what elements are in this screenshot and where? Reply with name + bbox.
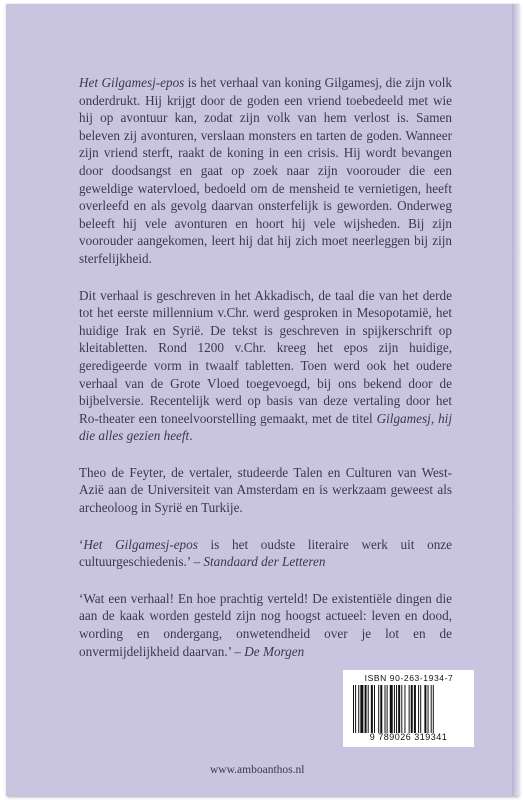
barcode-bar [385,685,386,733]
page-edge [512,4,520,796]
barcode-bar [374,685,375,733]
barcode-bar [360,685,363,733]
barcode-bar [380,685,382,733]
translator-bio: Theo de Feyter, de vertaler, studeerde Talen en Culturen van West-Azië aan de Universiteit van Amsterdam en is werkzaam geweest als archeoloog in Syrië en Turkije. [79,464,452,516]
barcode-bar [371,685,373,733]
barcode-bar [378,685,379,733]
publisher-website: www.amboanthos.nl [210,764,305,776]
isbn-number: ISBN 90-263-1934-7 [364,673,454,683]
barcode-bar [353,685,354,733]
barcode-bar [433,685,434,733]
barcode-bar [431,685,432,733]
barcode-bar [368,685,369,733]
blurb-paragraph-1: Het Gilgamesj-epos is het verhaal van koning Gilgamesj, die zijn volk onderdrukt. Hij krijgt door de goden een vriend toebedeeld met wie hij op avontuur kan, zodat zijn volk van hem verlost is. Samen beleven zij avonturen, verslaan monsters en tarten de goden. Wanneer zijn vriend sterft, raakt de koning in een crisis. Hij wordt bevangen door doodsangst en gaat op zoek naar zijn voorouder die een geweldige watervloed, bedoeld om de mensheid te vernietigen, heeft overleefd en als gevolg daarvan onsterfelijk is geworden. Onderweg beleeft hij vele avonturen en hoort hij vele wijsheden. Bij zijn voorouder aangekomen, leert hij dat hij zich moet neerleggen bij zijn sterfelijkheid. [79,75,452,266]
barcode-label [343,670,474,747]
barcode-icon [353,685,468,733]
play-title: Gilgamesj, hij die alles gezien heeft [79,410,453,444]
barcode-bar [404,685,405,733]
barcode-bar [420,685,421,733]
blurb-text [79,74,452,679]
barcode-bar [387,685,388,733]
barcode-bar [411,685,413,733]
review-quote-2: ‘Wat een verhaal! En hoe prachtig verteld! De existentiële dingen die aan de kaak worden gesteld zijn nog hoogst actueel: leven en dood, wording en ondergang, onwetendheid over je lot en de onvermijdelijkheid daarvan.’ – De Morgen [79,590,452,659]
barcode-bar [390,685,393,733]
barcode-bar [394,685,395,733]
quote-source: De Morgen [244,643,305,659]
barcode-bar [428,685,429,733]
book-title: Het Gilgamesj-epos [79,75,185,90]
barcode-bar [409,685,410,733]
barcode-bar [418,685,419,733]
barcode-bar [401,685,402,733]
barcode-bar [414,685,416,733]
review-quote-1: ‘Het Gilgamesj-epos is het oudste literaire werk uit onze cultuurgeschiedenis.’ – Standaard der Letteren [79,536,452,570]
ean-digits: 9 789026 319341 [369,732,448,742]
barcode-bar [355,685,356,733]
barcode-bar [396,685,397,733]
barcode-bar [398,685,400,733]
barcode-bar [358,685,359,733]
barcode-bar [365,685,367,733]
barcode-bar [424,685,426,733]
blurb-paragraph-2: Dit verhaal is geschreven in het Akkadisch, de taal die van het derde tot het eerste millennium v.Chr. werd gesproken in Mesopotamië, het huidige Irak en Syrië. De tekst is geschreven in spijkerschrift op kleitabletten. Rond 1200 v.Chr. kreeg het epos zijn huidige, geredigeerde vorm in twaalf tabletten. Toen werd ook het oudere verhaal van de Grote Vloed toegevoegd, bij ons bekend door de bijbelversie. Recentelijk werd op basis van deze vertaling door het Ro-theater een toneelvoorstelling gemaakt, met de titel Gilgamesj, hij die alles gezien heeft. [79,287,453,444]
quote-source: Standaard der Letteren [203,554,326,570]
